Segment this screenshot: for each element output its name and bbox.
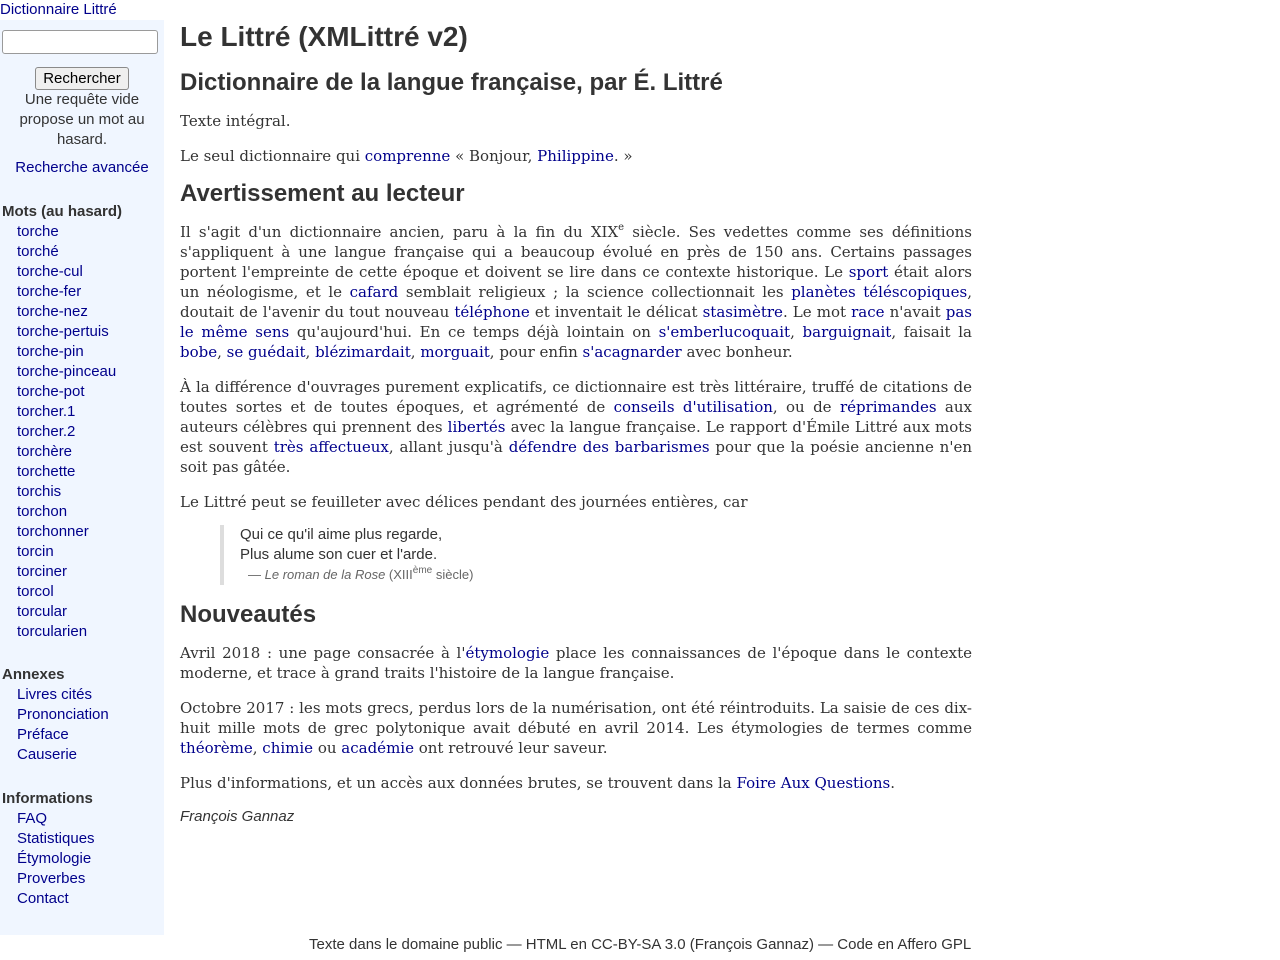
annexe-link-causerie[interactable]: Causerie xyxy=(17,746,78,763)
random-word-link[interactable]: torcular xyxy=(17,603,68,620)
quote-line: Plus alume son cuer et l'arde. xyxy=(240,546,438,563)
search-hint: Une requête vide propose un mot au hasard. xyxy=(19,91,145,148)
word-link[interactable]: conseils d'utilisation xyxy=(613,398,773,416)
word-link[interactable]: téléphone xyxy=(454,303,530,321)
word-link[interactable]: défendre des barbarismes xyxy=(508,438,710,456)
random-word-link[interactable]: torche-nez xyxy=(17,303,88,320)
word-link[interactable]: théorème xyxy=(180,739,253,757)
info-link-contact[interactable]: Contact xyxy=(17,890,69,907)
annexe-link-livres[interactable]: Livres cités xyxy=(17,686,93,703)
philippine-link[interactable]: Philippine xyxy=(537,147,614,165)
random-word-link[interactable]: torche-pot xyxy=(17,383,85,400)
site-title-link[interactable]: Dictionnaire Littré xyxy=(0,1,117,18)
info-link-proverbes[interactable]: Proverbes xyxy=(17,870,86,887)
page-title: Le Littré (XMLittré v2) xyxy=(180,21,468,52)
word-link[interactable]: blézimardait xyxy=(315,343,411,361)
random-word-link[interactable]: torche-pin xyxy=(17,343,84,360)
word-link[interactable]: s'acagnarder xyxy=(582,343,682,361)
warning-paragraph-2: À la différence d'ouvrages purement explicatifs, ce dictionnaire est très littéraire, truffé de citations de toutes sortes et de toutes époques, et agrémenté de conseils d'utilisation, ou de réprimandes aux auteurs célèbres qui prennent des libertés avec la langue française. Le rapport d'Émile Littré aux mots est souvent très affectueux, allant jusqu'à défendre des barbarismes pour que la poésie ancienne n'en soit pas gâtée. xyxy=(180,378,973,476)
word-link[interactable]: barguignait xyxy=(802,323,892,341)
sidebar xyxy=(0,20,164,935)
search-input[interactable] xyxy=(2,30,158,54)
search-button[interactable]: Rechercher xyxy=(35,67,129,90)
random-word-link[interactable]: torcin xyxy=(17,543,54,560)
word-link[interactable]: bobe xyxy=(180,343,218,361)
advanced-search-link[interactable]: Recherche avancée xyxy=(15,159,149,176)
word-link[interactable]: réprimandes xyxy=(839,398,937,416)
page-subtitle: Dictionnaire de la langue française, par É. Littré xyxy=(180,69,723,96)
info-title: Informations xyxy=(2,790,93,807)
comprenne-link[interactable]: comprenne xyxy=(364,147,451,165)
news-heading: Nouveautés xyxy=(180,601,317,628)
random-word-link[interactable]: torchette xyxy=(17,463,76,480)
news-item-3: Plus d'informations, et un accès aux données brutes, se trouvent dans la Foire Aux Questions. xyxy=(180,774,896,792)
faq-link[interactable]: Foire Aux Questions xyxy=(736,774,891,792)
random-words-title: Mots (au hasard) xyxy=(2,203,123,220)
word-link[interactable]: morguait xyxy=(420,343,490,361)
random-word-link[interactable]: torche-pinceau xyxy=(17,363,117,380)
news-item-1: Avril 2018 : une page consacrée à l'étymologie place les connaissances de l'époque dans le contexte moderne, et trace à grand traits l'histoire de la langue française. xyxy=(180,644,972,682)
info-link-etymologie[interactable]: Étymologie xyxy=(17,850,92,867)
annexe-link-prononciation[interactable]: Prononciation xyxy=(17,706,109,723)
random-word-link[interactable]: torciner xyxy=(17,563,68,580)
random-word-link[interactable]: torcher.2 xyxy=(17,423,76,440)
warning-paragraph-1: Il s'agit d'un dictionnaire ancien, paru à la fin du XIXe siècle. Ses vedettes comme ses définitions s'appliquent à une langue française qui a beaucoup évolué en près de 150 ans. Certains passages portent l'empreinte de cette époque et doivent se lire dans ce contexte historique. Le sport était alors un néologisme, et le cafard semblait religieux ; la science collectionnait les planètes téléscopiques, doutait de l'avenir du tout nouveau téléphone et inventait le délicat stasimètre. Le mot race n'avait pas le même sens qu'aujourd'hui. En ce temps déjà lointain on s'emberlucoquait, barguignait, faisait la bobe, se guédait, blézimardait, morguait, pour enfin s'acagnarder avec bonheur. xyxy=(180,222,972,361)
word-link[interactable]: se guédait xyxy=(226,343,306,361)
quote-block xyxy=(220,525,473,585)
random-words-list xyxy=(17,222,116,642)
word-link[interactable]: libertés xyxy=(447,418,506,436)
intro-text: Texte intégral. xyxy=(180,112,291,130)
info-list xyxy=(17,809,95,909)
random-word-link[interactable]: torchon xyxy=(17,503,68,520)
warning-heading: Avertissement au lecteur xyxy=(180,180,465,207)
random-word-link[interactable]: torchis xyxy=(17,483,62,500)
word-link[interactable]: stasimètre xyxy=(702,303,783,321)
word-link[interactable]: sport xyxy=(848,263,889,281)
word-link[interactable]: pas le même sens xyxy=(180,303,972,341)
random-word-link[interactable]: torche-cul xyxy=(17,263,83,280)
word-link[interactable]: s'emberlucoquait xyxy=(658,323,791,341)
word-link[interactable]: planètes téléscopiques xyxy=(791,283,968,301)
annexes-title: Annexes xyxy=(2,666,65,683)
annexe-link-preface[interactable]: Préface xyxy=(17,726,69,743)
word-link[interactable]: cafard xyxy=(349,283,399,301)
random-word-link[interactable]: torchonner xyxy=(17,523,89,540)
random-word-link[interactable]: torcher.1 xyxy=(17,403,76,420)
word-link[interactable]: chimie xyxy=(262,739,314,757)
footer-text: Texte dans le domaine public — HTML en CC-BY-SA 3.0 (François Gannaz) — Code en Affero GPL xyxy=(309,936,972,953)
info-link-statistiques[interactable]: Statistiques xyxy=(17,830,95,847)
random-word-link[interactable]: torche-pertuis xyxy=(17,323,109,340)
info-link-faq[interactable]: FAQ xyxy=(17,810,48,827)
random-word-link[interactable]: torchère xyxy=(17,443,73,460)
warning-paragraph-3: Le Littré peut se feuilleter avec délices pendant des journées entières, car xyxy=(180,493,748,511)
random-word-link[interactable]: torche xyxy=(17,223,59,240)
random-word-link[interactable]: torcularien xyxy=(17,623,88,640)
word-link[interactable]: race xyxy=(851,303,885,321)
quote-line: Qui ce qu'il aime plus regarde, xyxy=(240,526,443,543)
word-link[interactable]: académie xyxy=(341,739,414,757)
quote-source: — Le roman de la Rose (XIIIème siècle) xyxy=(248,564,474,582)
tagline: Le seul dictionnaire qui comprenne « Bonjour, Philippine. » xyxy=(180,147,633,165)
random-word-link[interactable]: torché xyxy=(17,243,59,260)
signature: François Gannaz xyxy=(180,808,295,825)
random-word-link[interactable]: torche-fer xyxy=(17,283,82,300)
news-item-2: Octobre 2017 : les mots grecs, perdus lors de la numérisation, ont été réintroduits. La saisie de ces dix-huit mille mots de grec polytonique avait débuté en avril 2014. Les étymologies de termes comme théorème, chimie ou académie ont retrouvé leur saveur. xyxy=(180,699,972,757)
annexes-list xyxy=(17,685,109,765)
random-word-link[interactable]: torcol xyxy=(17,583,54,600)
etymologie-link[interactable]: étymologie xyxy=(465,644,550,662)
word-link[interactable]: très affectueux xyxy=(273,438,389,456)
